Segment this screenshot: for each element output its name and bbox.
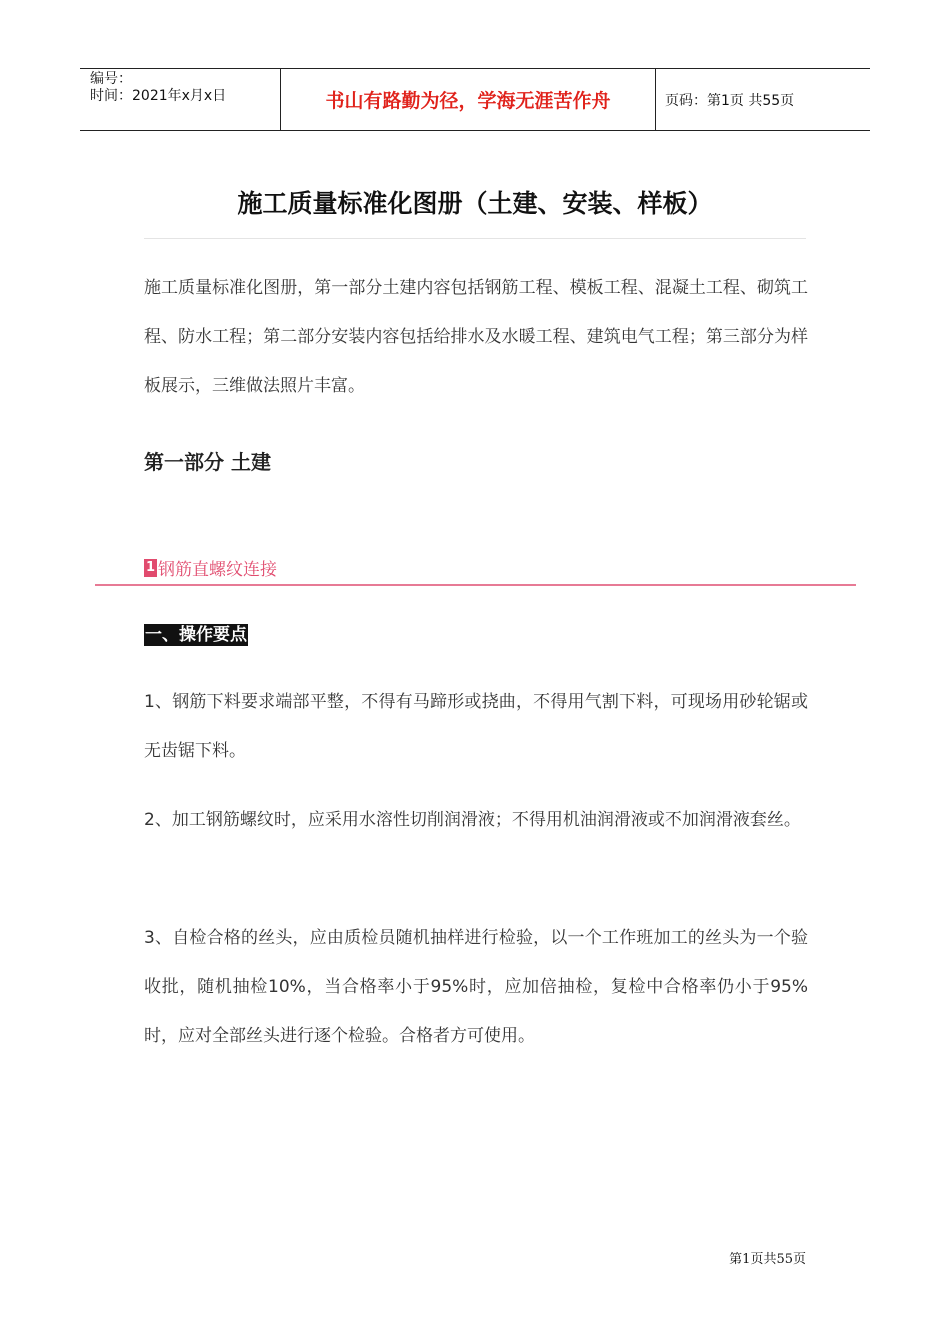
section-number-badge: 1 <box>146 559 156 575</box>
title-divider <box>144 238 806 239</box>
header-motto: 书山有路勤为径，学海无涯苦作舟 <box>281 69 656 130</box>
intro-paragraph: 施工质量标准化图册，第一部分土建内容包括钢筋工程、模板工程、混凝土工程、砌筑工程、防水工程；第二部分安装内容包括给排水及水暖工程、建筑电气工程；第三部分为样板展示，三维做法照片丰富。 <box>144 278 808 396</box>
document-title: 施工质量标准化图册（土建、安装、样板） <box>237 189 713 218</box>
serial-number-label: 编号： <box>90 71 132 87</box>
list-item: 3、自检合格的丝头，应由质检员随机抽样进行检验，以一个工作班加工的丝头为一个验收批，随机抽检10%，当合格率小于95%时，应加倍抽检，复检中合格率仍小于95%时，应对全部丝头进行逐个检验。合格者方可使用。 <box>144 928 808 1046</box>
page-header <box>80 68 870 131</box>
section-divider <box>95 584 856 586</box>
date-label: 时间：2021年x月x日 <box>90 88 227 104</box>
subsection-heading: 一、操作要点 <box>145 625 247 645</box>
page-footer: 第1页共55页 <box>729 1252 806 1267</box>
header-page-info: 页码：第1页 共55页 <box>665 92 795 109</box>
section-title: 钢筋直螺纹连接 <box>158 560 278 580</box>
part-heading: 第一部分 土建 <box>144 450 271 474</box>
list-item: 1、钢筋下料要求端部平整，不得有马蹄形或挠曲，不得用气割下料，可现场用砂轮锯或无齿锯下料。 <box>144 692 808 761</box>
list-item: 2、加工钢筋螺纹时，应采用水溶性切削润滑液；不得用机油润滑液或不加润滑液套丝。 <box>144 810 801 830</box>
section-heading <box>144 555 277 580</box>
header-meta-cell <box>80 69 281 130</box>
